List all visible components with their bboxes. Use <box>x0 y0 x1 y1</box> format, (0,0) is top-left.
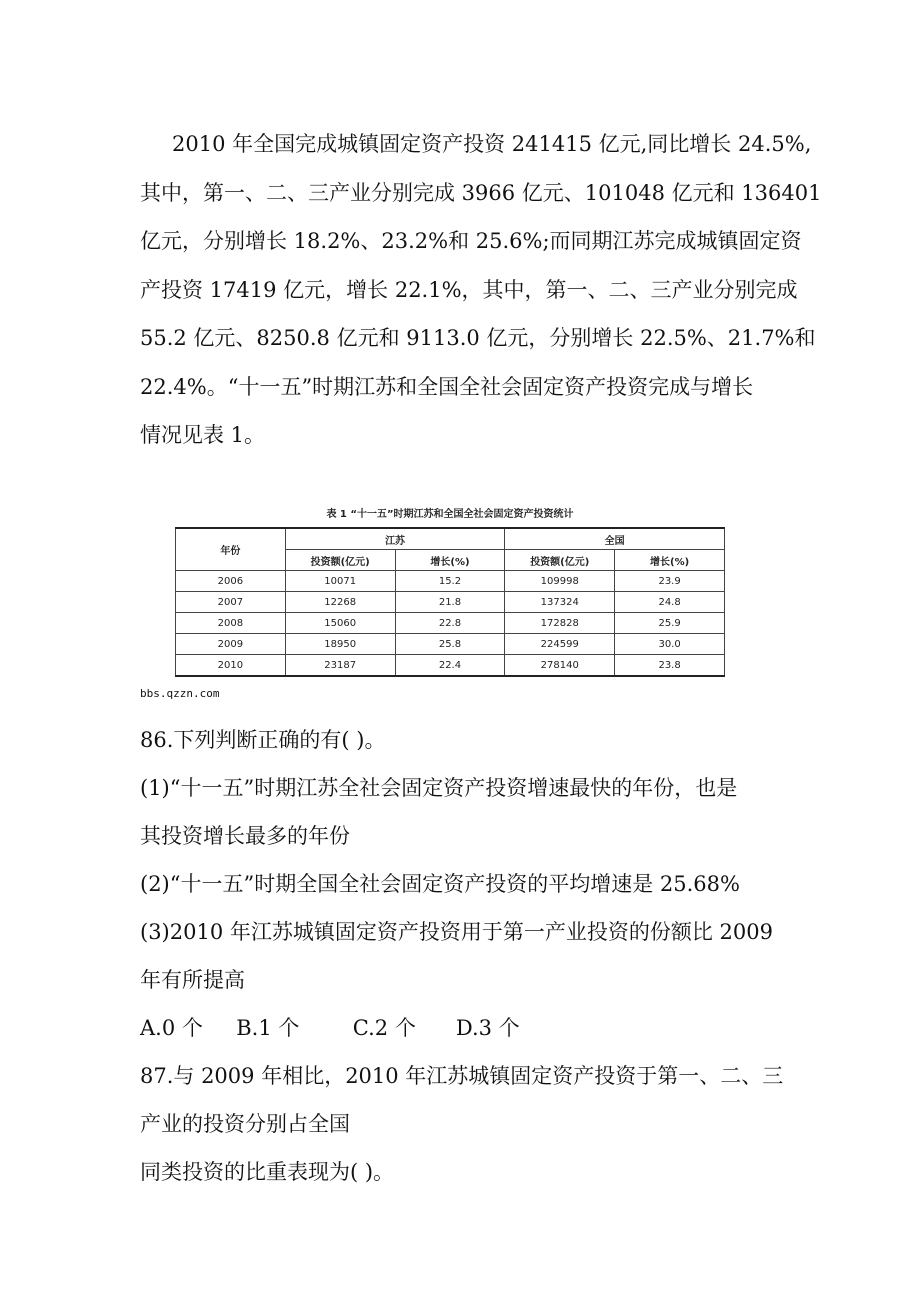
table-row <box>176 634 725 655</box>
cell-js-growth: 22.4 <box>395 655 505 677</box>
cell-cn-investment: 224599 <box>505 634 615 655</box>
table-title: 表 1 “十一五”时期江苏和全国全社会固定资产投资统计 <box>326 509 574 520</box>
q87-line-1: 87.与 2009 年相比，2010 年江苏城镇固定资产投资于第一、二、三 <box>140 1064 784 1088</box>
table-row <box>176 592 725 613</box>
intro-line: 亿元，分别增长 18.2%、23.2%和 25.6%;而同期江苏完成城镇固定资 <box>140 229 802 253</box>
subheader-cn-growth: 增长(%) <box>615 550 725 571</box>
cell-cn-growth: 24.8 <box>615 592 725 613</box>
header-national: 全国 <box>505 528 725 550</box>
cell-year: 2010 <box>176 655 286 677</box>
q86-statement-1a: (1)“十一五”时期江苏全社会固定资产投资增速最快的年份，也是 <box>140 776 738 800</box>
cell-year: 2008 <box>176 613 286 634</box>
cell-js-investment: 15060 <box>285 613 395 634</box>
cell-year: 2009 <box>176 634 286 655</box>
intro-line: 其中，第一、二、三产业分别完成 3966 亿元、101048 亿元和 136401 <box>140 180 822 205</box>
q87-line-3: 同类投资的比重表现为( )。 <box>140 1160 395 1184</box>
cell-js-growth: 21.8 <box>395 592 505 613</box>
cell-js-growth: 15.2 <box>395 571 505 592</box>
q86-statement-3a: (3)2010 年江苏城镇固定资产投资用于第一产业投资的份额比 2009 <box>140 920 773 944</box>
intro-line: 22.4%。“十一五”时期江苏和全国全社会固定资产投资完成与增长 <box>140 374 754 399</box>
intro-line: 2010 年全国完成城镇固定资产投资 241415 亿元,同比增长 24.5%, <box>172 132 812 156</box>
subheader-js-growth: 增长(%) <box>395 550 505 571</box>
subheader-cn-investment: 投资额(亿元) <box>505 550 615 571</box>
q86-stem: 86.下列判断正确的有( )。 <box>140 728 386 752</box>
intro-paragraph <box>140 120 822 460</box>
cell-cn-growth: 25.9 <box>615 613 725 634</box>
cell-cn-investment: 172828 <box>505 613 615 634</box>
q86-statement-2: (2)“十一五”时期全国全社会固定资产投资的平均增速是 25.68% <box>140 872 740 896</box>
cell-cn-investment: 137324 <box>505 592 615 613</box>
q87-line-2: 产业的投资分别占全国 <box>140 1112 350 1136</box>
cell-cn-growth: 23.8 <box>615 655 725 677</box>
header-year: 年份 <box>176 528 286 571</box>
q86-statement-3b: 年有所提高 <box>140 968 245 992</box>
table-row <box>176 613 725 634</box>
cell-js-growth: 25.8 <box>395 634 505 655</box>
cell-cn-growth: 30.0 <box>615 634 725 655</box>
cell-js-growth: 22.8 <box>395 613 505 634</box>
q86-options: A.0 个 B.1 个 C.2 个 D.3 个 <box>140 1016 520 1040</box>
cell-js-investment: 23187 <box>285 655 395 677</box>
intro-line: 产投资 17419 亿元，增长 22.1%，其中，第一、二、三产业分别完成 <box>140 277 798 302</box>
cell-cn-investment: 278140 <box>505 655 615 677</box>
cell-cn-investment: 109998 <box>505 571 615 592</box>
watermark: bbs.qzzn.com <box>140 687 220 700</box>
cell-year: 2006 <box>176 571 286 592</box>
header-jiangsu: 江苏 <box>285 528 505 550</box>
subheader-js-investment: 投资额(亿元) <box>285 550 395 571</box>
q86-statement-1b: 其投资增长最多的年份 <box>140 824 350 848</box>
table-row <box>176 571 725 592</box>
table-image <box>140 505 760 705</box>
table-row <box>176 655 725 677</box>
stat-table <box>175 527 725 677</box>
intro-line: 情况见表 1。 <box>140 423 266 447</box>
cell-cn-growth: 23.9 <box>615 571 725 592</box>
cell-js-investment: 10071 <box>285 571 395 592</box>
intro-line: 55.2 亿元、8250.8 亿元和 9113.0 亿元，分别增长 22.5%、21.7%和 <box>140 326 816 350</box>
cell-js-investment: 12268 <box>285 592 395 613</box>
cell-year: 2007 <box>176 592 286 613</box>
cell-js-investment: 18950 <box>285 634 395 655</box>
